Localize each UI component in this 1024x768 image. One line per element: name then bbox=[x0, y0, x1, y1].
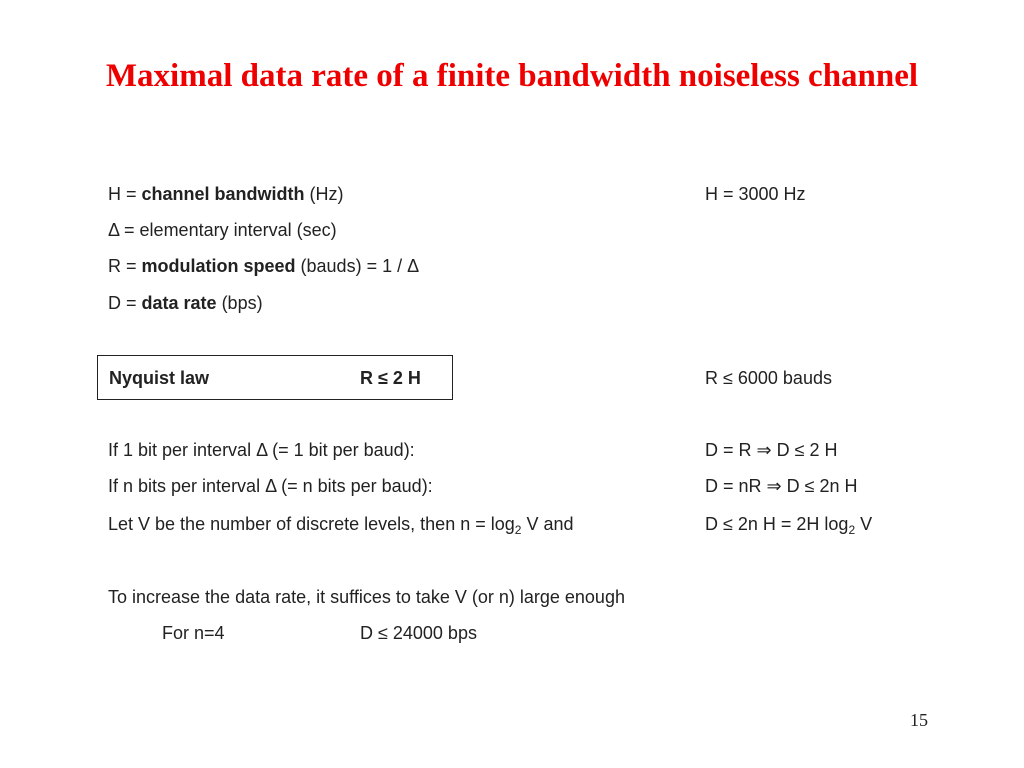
conclusion-text: To increase the data rate, it suffices to take V (or n) large enough bbox=[108, 587, 625, 607]
definition-delta: Δ = elementary interval (sec) bbox=[108, 220, 337, 240]
definition-h: H = channel bandwidth (Hz) bbox=[108, 184, 344, 204]
example-label: For n=4 bbox=[162, 623, 225, 643]
example-value: D ≤ 24000 bps bbox=[360, 623, 477, 643]
definition-d: D = data rate (bps) bbox=[108, 293, 263, 313]
slide-title: Maximal data rate of a finite bandwidth noiseless channel bbox=[105, 58, 919, 94]
case-levels: Let V be the number of discrete levels, then $n = \log_2 V$ and bbox=[108, 514, 574, 537]
nyquist-formula: R ≤ 2 H bbox=[360, 368, 421, 388]
definition-r: R = modulation speed (bauds) = 1 / Δ bbox=[108, 256, 420, 276]
page-number: 15 bbox=[910, 710, 928, 730]
case-n-bits-result: D = nR ⇒ D ≤ 2n H bbox=[705, 476, 858, 496]
nyquist-result: R ≤ 6000 bauds bbox=[705, 368, 832, 388]
case-n-bits: If n bits per interval Δ (= n bits per baud): bbox=[108, 476, 433, 496]
nyquist-label: Nyquist law bbox=[109, 368, 210, 388]
case-one-bit-result: D = R ⇒ D ≤ 2 H bbox=[705, 440, 838, 460]
case-one-bit: If 1 bit per interval Δ (= 1 bit per baud): bbox=[108, 440, 415, 460]
case-levels-result: D ≤ 2n H = 2H $\log_2 V$ bbox=[705, 514, 873, 537]
h-value: H = 3000 Hz bbox=[705, 184, 806, 204]
